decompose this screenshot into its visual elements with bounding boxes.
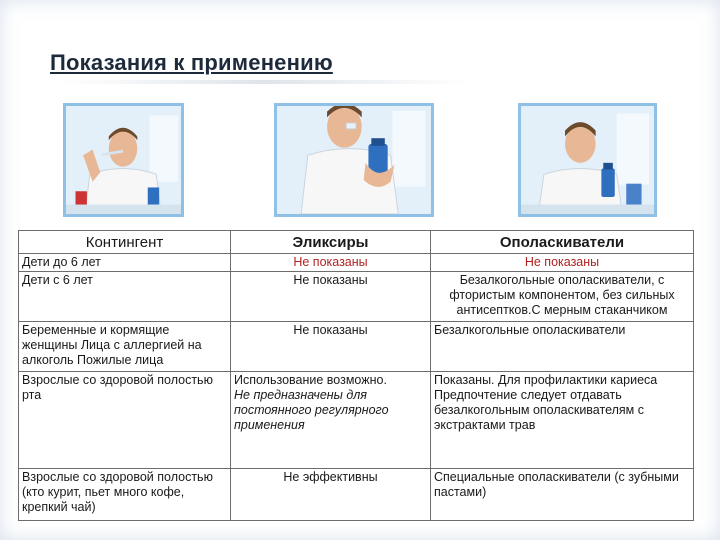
table-row xyxy=(19,372,694,469)
cell-elixirs: Не показаны xyxy=(231,254,431,272)
cell-group: Дети с 6 лет xyxy=(19,272,231,322)
cell-group: Взрослые со здоровой полостью (кто курит, пьет много кофе, крепкий чай) xyxy=(19,469,231,521)
header-elixirs: Эликсиры xyxy=(231,231,431,254)
slide-title: Показания к применению xyxy=(50,50,333,75)
cell-rinses: Безалкогольные ополаскиватели, с фтористым компонентом, без сильных антисептков.С мерным стаканчиком xyxy=(431,272,694,322)
cell-elixirs: Не эффективны xyxy=(231,469,431,521)
elixirs-note-italic: Не предназначены для постоянного регулярного применения xyxy=(234,388,389,432)
cell-rinses: Показаны. Для профилактики кариеса Предпочтение следует отдавать безалкогольным ополаскивателям с экстрактами трав xyxy=(431,372,694,469)
elixirs-note-main: Использование возможно. xyxy=(234,373,387,387)
cell-elixirs: Не показаны xyxy=(231,272,431,322)
cell-elixirs: Не показаны xyxy=(231,322,431,372)
table-row xyxy=(19,272,694,322)
man-brushing-teeth-illustration xyxy=(63,103,184,217)
man-holding-mouthwash-bottle-illustration xyxy=(274,103,434,217)
table-row xyxy=(19,469,694,521)
table-row xyxy=(19,322,694,372)
title-underline-decoration xyxy=(60,80,470,84)
table-header-row xyxy=(19,231,694,254)
header-rinses: Ополаскиватели xyxy=(431,231,694,254)
cell-rinses: Безалкогольные ополаскиватели xyxy=(431,322,694,372)
cell-group: Беременные и кормящие женщины Лица с аллергией на алкоголь Пожилые лица xyxy=(19,322,231,372)
cell-rinses: Специальные ополаскиватели (с зубными пастами) xyxy=(431,469,694,521)
indications-table xyxy=(18,230,694,521)
cell-group: Дети до 6 лет xyxy=(19,254,231,272)
man-standing-with-mouthwash-illustration xyxy=(518,103,657,217)
table-row xyxy=(19,254,694,272)
cell-group: Взрослые со здоровой полостью рта xyxy=(19,372,231,469)
cell-rinses: Не показаны xyxy=(431,254,694,272)
cell-elixirs xyxy=(231,372,431,469)
header-contingent: Контингент xyxy=(19,231,231,254)
